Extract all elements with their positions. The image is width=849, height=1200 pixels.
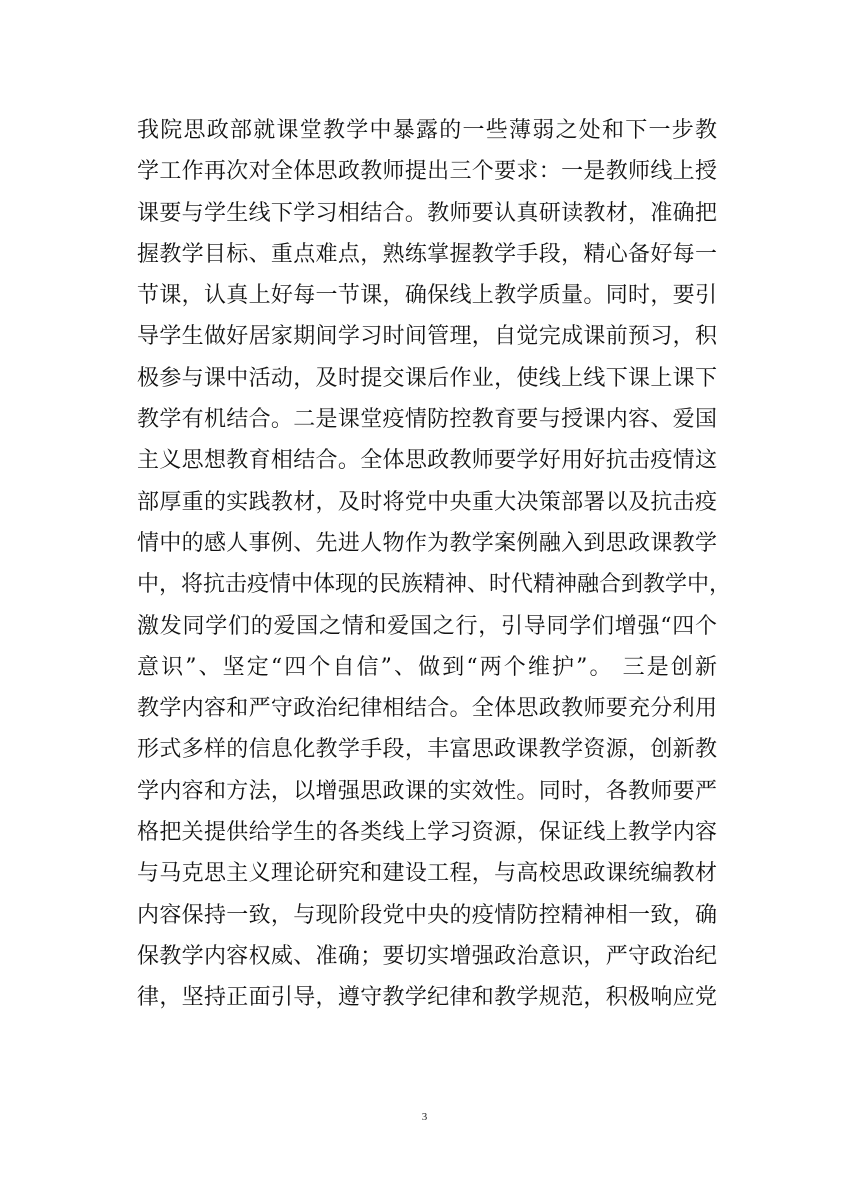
body-paragraph [137,110,732,1019]
text-line-4: 握教学目标、重点难点，熟练掌握教学手段，精心备好每一 [137,241,717,267]
text-line-6: 导学生做好居家期间学习时间管理，自觉完成课前预习，积 [137,324,717,350]
text-line-3: 课要与学生线下学习相结合。教师要认真研读教材，准确把 [137,200,717,226]
text-line-5: 节课，认真上好每一节课，确保线上教学质量。同时，要引 [137,283,717,309]
text-line-15: 教学内容和严守政治纪律相结合。全体思政教师要充分利用 [137,696,717,722]
text-line-2: 学工作再次对全体思政教师提出三个要求：一是教师线上授 [137,159,717,185]
text-line-8: 教学有机结合。二是课堂疫情防控教育要与授课内容、爱国 [137,407,717,433]
text-line-22: 律，坚持正面引导，遵守教学纪律和教学规范，积极响应党 [137,985,717,1011]
text-line-11: 情中的感人事例、先进人物作为教学案例融入到思政课教学 [137,530,717,556]
text-line-13: 激发同学们的爱国之情和爱国之行，引导同学们增强“四个 [137,613,717,639]
text-line-1: 我院思政部就课堂教学中暴露的一些薄弱之处和下一步教 [137,118,717,143]
page-number: 3 [421,1111,428,1123]
text-line-10: 部厚重的实践教材，及时将党中央重大决策部署以及抗击疫 [137,489,717,515]
text-line-12: 中，将抗击疫情中体现的民族精神、时代精神融合到教学中， [137,572,732,598]
text-line-19: 与马克思主义理论研究和建设工程，与高校思政课统编教材 [137,861,717,887]
text-line-20: 内容保持一致，与现阶段党中央的疫情防控精神相一致，确 [137,902,717,928]
text-line-21: 保教学内容权威、准确；要切实增强政治意识，严守政治纪 [137,943,717,969]
text-line-18: 格把关提供给学生的各类线上学习资源，保证线上教学内容 [137,820,717,846]
text-line-14: 意识”、坚定“四个自信”、做到“两个维护”。 三是创新 [137,654,717,680]
text-line-17: 学内容和方法，以增强思政课的实效性。同时，各教师要严 [137,778,717,804]
text-line-9: 主义思想教育相结合。全体思政教师要学好用好抗击疫情这 [137,448,717,474]
text-line-16: 形式多样的信息化教学手段，丰富思政课教学资源，创新教 [137,737,717,763]
text-line-7: 极参与课中活动，及时提交课后作业，使线上线下课上课下 [137,365,717,391]
